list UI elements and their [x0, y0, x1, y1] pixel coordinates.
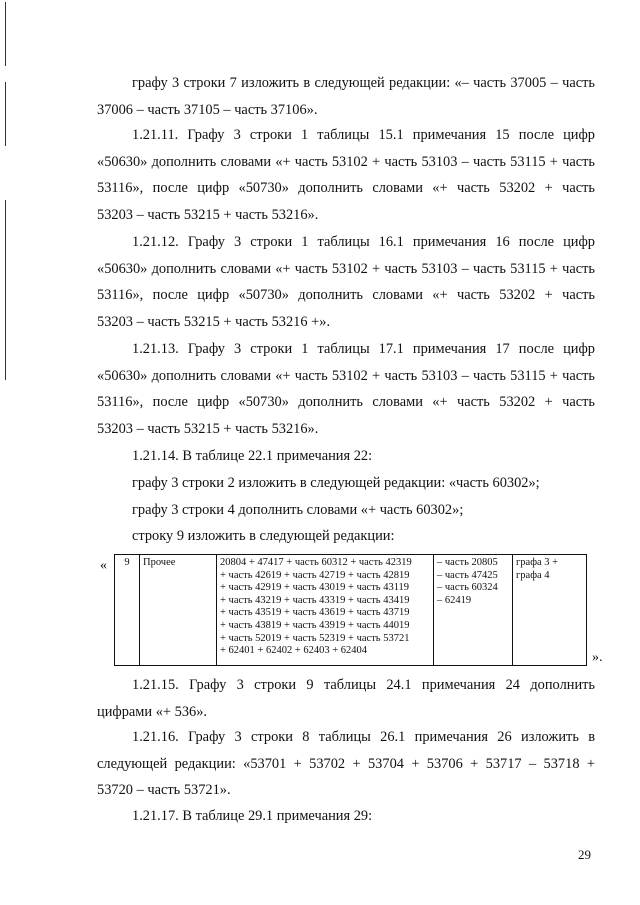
minus-cell [434, 555, 513, 666]
ref-line: графа 4 [516, 569, 550, 581]
paragraph [97, 470, 595, 497]
text-line: 53203 – часть 53215 + часть 53216 +». [97, 313, 331, 330]
minus-line: – часть 60324 [437, 582, 498, 594]
text-line: «50630» дополнить словами «+ часть 53102 + часть 53103 – часть 53115 + часть [97, 367, 595, 384]
paragraph [97, 229, 595, 335]
code-line: + часть 52019 + часть 52319 + часть 53721 [220, 632, 410, 644]
paragraph [97, 724, 595, 804]
text-line: 53203 – часть 53215 + часть 53216». [97, 420, 319, 437]
table-row-9 [114, 554, 587, 666]
code-line: + часть 42919 + часть 43019 + часть 43119 [220, 582, 410, 594]
text-line: графу 3 строки 7 изложить в следующей редакции: «– часть 37005 – часть [132, 75, 595, 91]
text-line: 53116», после цифр «50730» дополнить словами «+ часть 53202 + часть [97, 180, 595, 196]
text-line: 1.21.14. В таблице 22.1 примечания 22: [132, 448, 373, 464]
code-line: 20804 + 47417 + часть 60312 + часть 42319 [220, 557, 412, 568]
text-line: 1.21.15. Графу 3 строки 9 таблицы 24.1 примечания 24 дополнить [132, 677, 595, 693]
ref-line: графа 3 + [516, 557, 559, 568]
refs-cell [513, 555, 587, 666]
minus-line: – 62419 [437, 594, 472, 606]
codes-cell [217, 555, 434, 666]
paragraph [97, 443, 595, 470]
code-line: + часть 43519 + часть 43619 + часть 43719 [220, 607, 410, 619]
paragraph [97, 70, 595, 123]
text-line: цифрами «+ 536». [97, 703, 208, 720]
paragraph [97, 803, 595, 830]
text-line: следующей редакции: «53701 + 53702 + 53704 + 53706 + 53717 – 53718 + [97, 755, 595, 772]
text-line: 1.21.13. Графу 3 строки 1 таблицы 17.1 примечания 17 после цифр [132, 341, 595, 357]
code-line: + часть 43219 + часть 43319 + часть 43419 [220, 594, 410, 606]
text-line: графу 3 строки 2 изложить в следующей редакции: «часть 60302»; [132, 475, 540, 491]
code-line: + 62401 + 62402 + 62403 + 62404 [220, 645, 368, 657]
paragraph [97, 672, 595, 725]
paragraph [97, 523, 595, 550]
text-line: 37006 – часть 37105 – часть 37106». [97, 101, 318, 118]
paragraph [97, 336, 595, 442]
text-line: 1.21.12. Графу 3 строки 1 таблицы 16.1 примечания 16 после цифр [132, 234, 595, 250]
code-line: + часть 42619 + часть 42719 + часть 42819 [220, 569, 410, 581]
text-line: 53720 – часть 53721». [97, 782, 231, 798]
open-quote: « [100, 558, 107, 573]
text-line: 1.21.16. Графу 3 строки 8 таблицы 26.1 примечания 26 изложить в [132, 729, 595, 745]
page-number: 29 [578, 847, 591, 862]
close-quote: ». [592, 650, 603, 665]
paragraph [97, 497, 595, 524]
table-row [115, 555, 587, 666]
text-line: 53116», после цифр «50730» дополнить словами «+ часть 53202 + часть [97, 394, 595, 410]
text-line: 1.21.17. В таблице 29.1 примечания 29: [132, 808, 373, 824]
margin-mark [5, 82, 6, 146]
text-line: 1.21.11. Графу 3 строки 1 таблицы 15.1 примечания 15 после цифр [132, 127, 595, 143]
row-name-cell: Прочее [140, 555, 217, 666]
text-line: графу 3 строки 4 дополнить словами «+ часть 60302»; [132, 502, 464, 518]
code-line: + часть 43819 + часть 43919 + часть 44019 [220, 619, 410, 631]
text-line: строку 9 изложить в следующей редакции: [132, 528, 395, 544]
row-number-cell: 9 [115, 555, 140, 666]
text-line: 53203 – часть 53215 + часть 53216». [97, 206, 319, 223]
paragraph [97, 122, 595, 228]
margin-mark [5, 200, 6, 380]
margin-mark [5, 2, 6, 66]
minus-line: – часть 47425 [437, 569, 498, 581]
minus-line: – часть 20805 [437, 557, 498, 568]
text-line: «50630» дополнить словами «+ часть 53102 + часть 53103 – часть 53115 + часть [97, 153, 595, 170]
text-line: 53116», после цифр «50730» дополнить словами «+ часть 53202 + часть [97, 287, 595, 303]
text-line: «50630» дополнить словами «+ часть 53102 + часть 53103 – часть 53115 + часть [97, 260, 595, 277]
